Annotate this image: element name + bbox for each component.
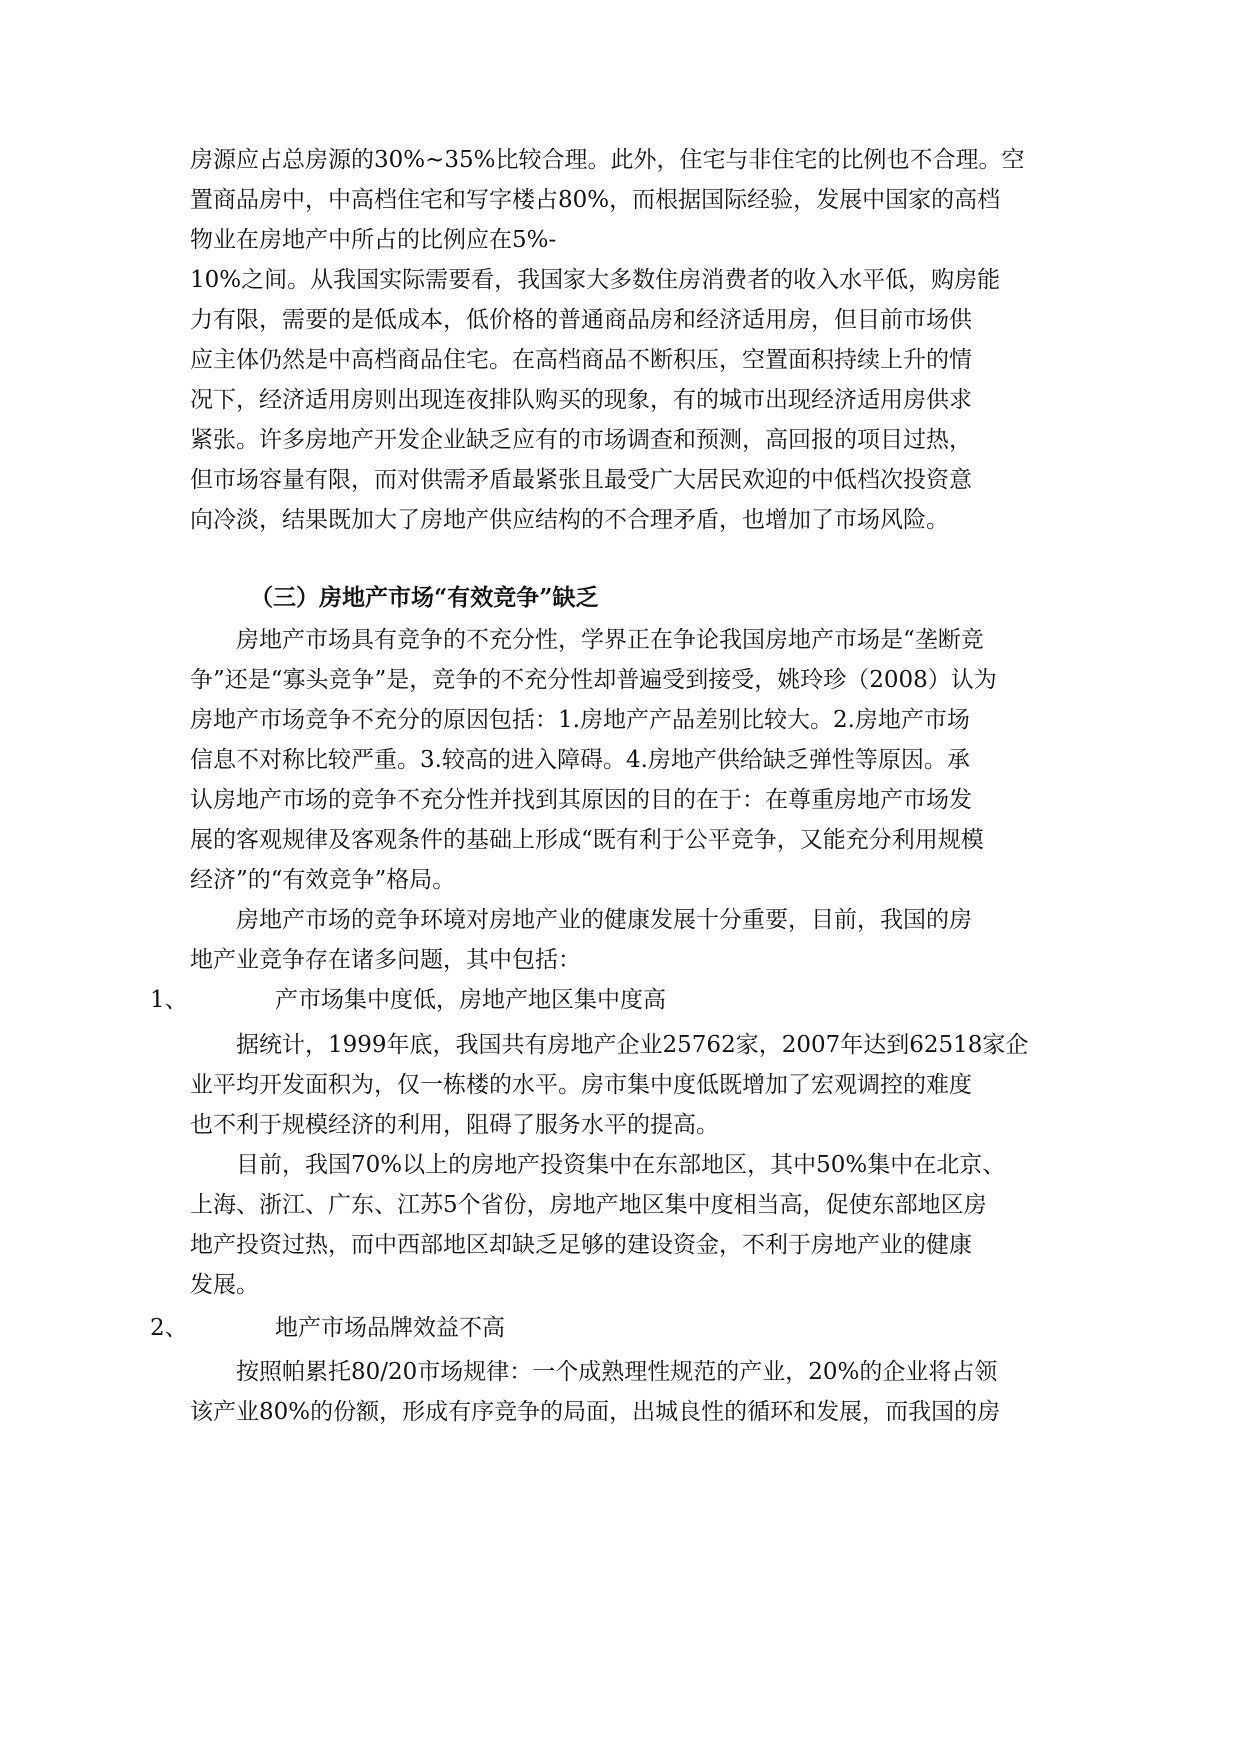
paragraph-statistics: 据统计，1999年底，我国共有房地产企业25762家，2007年达到62518家企 业平均开发面积为，仅一栋楼的水平。房市集中度低既增加了宏观调控的难度 也不利于规模经济的利用，阻碍了服务水平的提高。 bbox=[190, 1032, 1029, 1138]
paragraph-regional-concentration: 目前，我国70%以上的房地产投资集中在东部地区，其中50%集中在北京、 上海、浙江、广东、江苏5个省份，房地产地区集中度相当高，促使东部地区房 地产投资过热，而中西部地区却缺乏足够的建设资金，不利于房地产业的健康 发展。 bbox=[190, 1152, 1006, 1298]
list-item-2-title: 地产市场品牌效益不高 bbox=[275, 1315, 505, 1341]
paragraph-pareto: 按照帕累托80/20市场规律：一个成熟理性规范的产业，20%的企业将占领 该产业80%的份额，形成有序竞争的局面，出城良性的循环和发展，而我国的房 bbox=[190, 1359, 1001, 1425]
list-item-2-number: 2、 bbox=[150, 1315, 188, 1341]
section-heading-effective-competition: （三）房地产市场“有效竞争”缺乏 bbox=[250, 584, 599, 611]
list-item-1-title: 产市场集中度低，房地产地区集中度高 bbox=[275, 987, 666, 1013]
paragraph-housing-ratio: 房源应占总房源的30%~35%比较合理。此外，住宅与非住宅的比例也不合理。空 置商品房中，中高档住宅和写字楼占80%，而根据国际经验，发展中国家的高档 物业在房地产中所占的比例应在5%- 10%之间。从我国实际需要看，我国家大多数住房消费者的收入水平低，购房能 力有限，需要的是低成本，低价格的普通商品房和经济适用房，但目前市场供 应主体仍然是中高档商品住宅。在高档商品不断积压，空置面积持续上升的情 况下，经济适用房则出现连夜排队购买的现象，有的城市出现经济适用房供求 紧张。许多房地产开发企业缺乏应有的市场调查和预测，高回报的项目过热， 但市场容量有限，而对供需矛盾最紧张且最受广大居民欢迎的中低档次投资意 向冷淡，结果既加大了房地产供应结构的不合理矛盾，也增加了市场风险。 bbox=[190, 147, 1025, 533]
paragraph-competition-environment: 房地产市场的竞争环境对房地产业的健康发展十分重要，目前，我国的房 地产业竞争存在诸多问题，其中包括： bbox=[190, 907, 972, 973]
list-item-1-number: 1、 bbox=[150, 987, 188, 1013]
paragraph-insufficient-competition: 房地产市场具有竞争的不充分性，学界正在争论我国房地产市场是“垄断竞 争”还是“寡头竞争”是，竞争的不充分性却普遍受到接受，姚玲珍（2008）认为 房地产市场竞争不充分的原因包括：1.房地产产品差别比较大。2.房地产市场 信息不对称比较严重。3.较高的进入障碍。4.房地产供给缺乏弹性等原因。承 认房地产市场的竞争不充分性并找到其原因的目的在于：在尊重房地产市场发 展的客观规律及客观条件的基础上形成“既有利于公平竞争，又能充分利用规模 经济”的“有效竞争”格局。 bbox=[190, 627, 997, 893]
